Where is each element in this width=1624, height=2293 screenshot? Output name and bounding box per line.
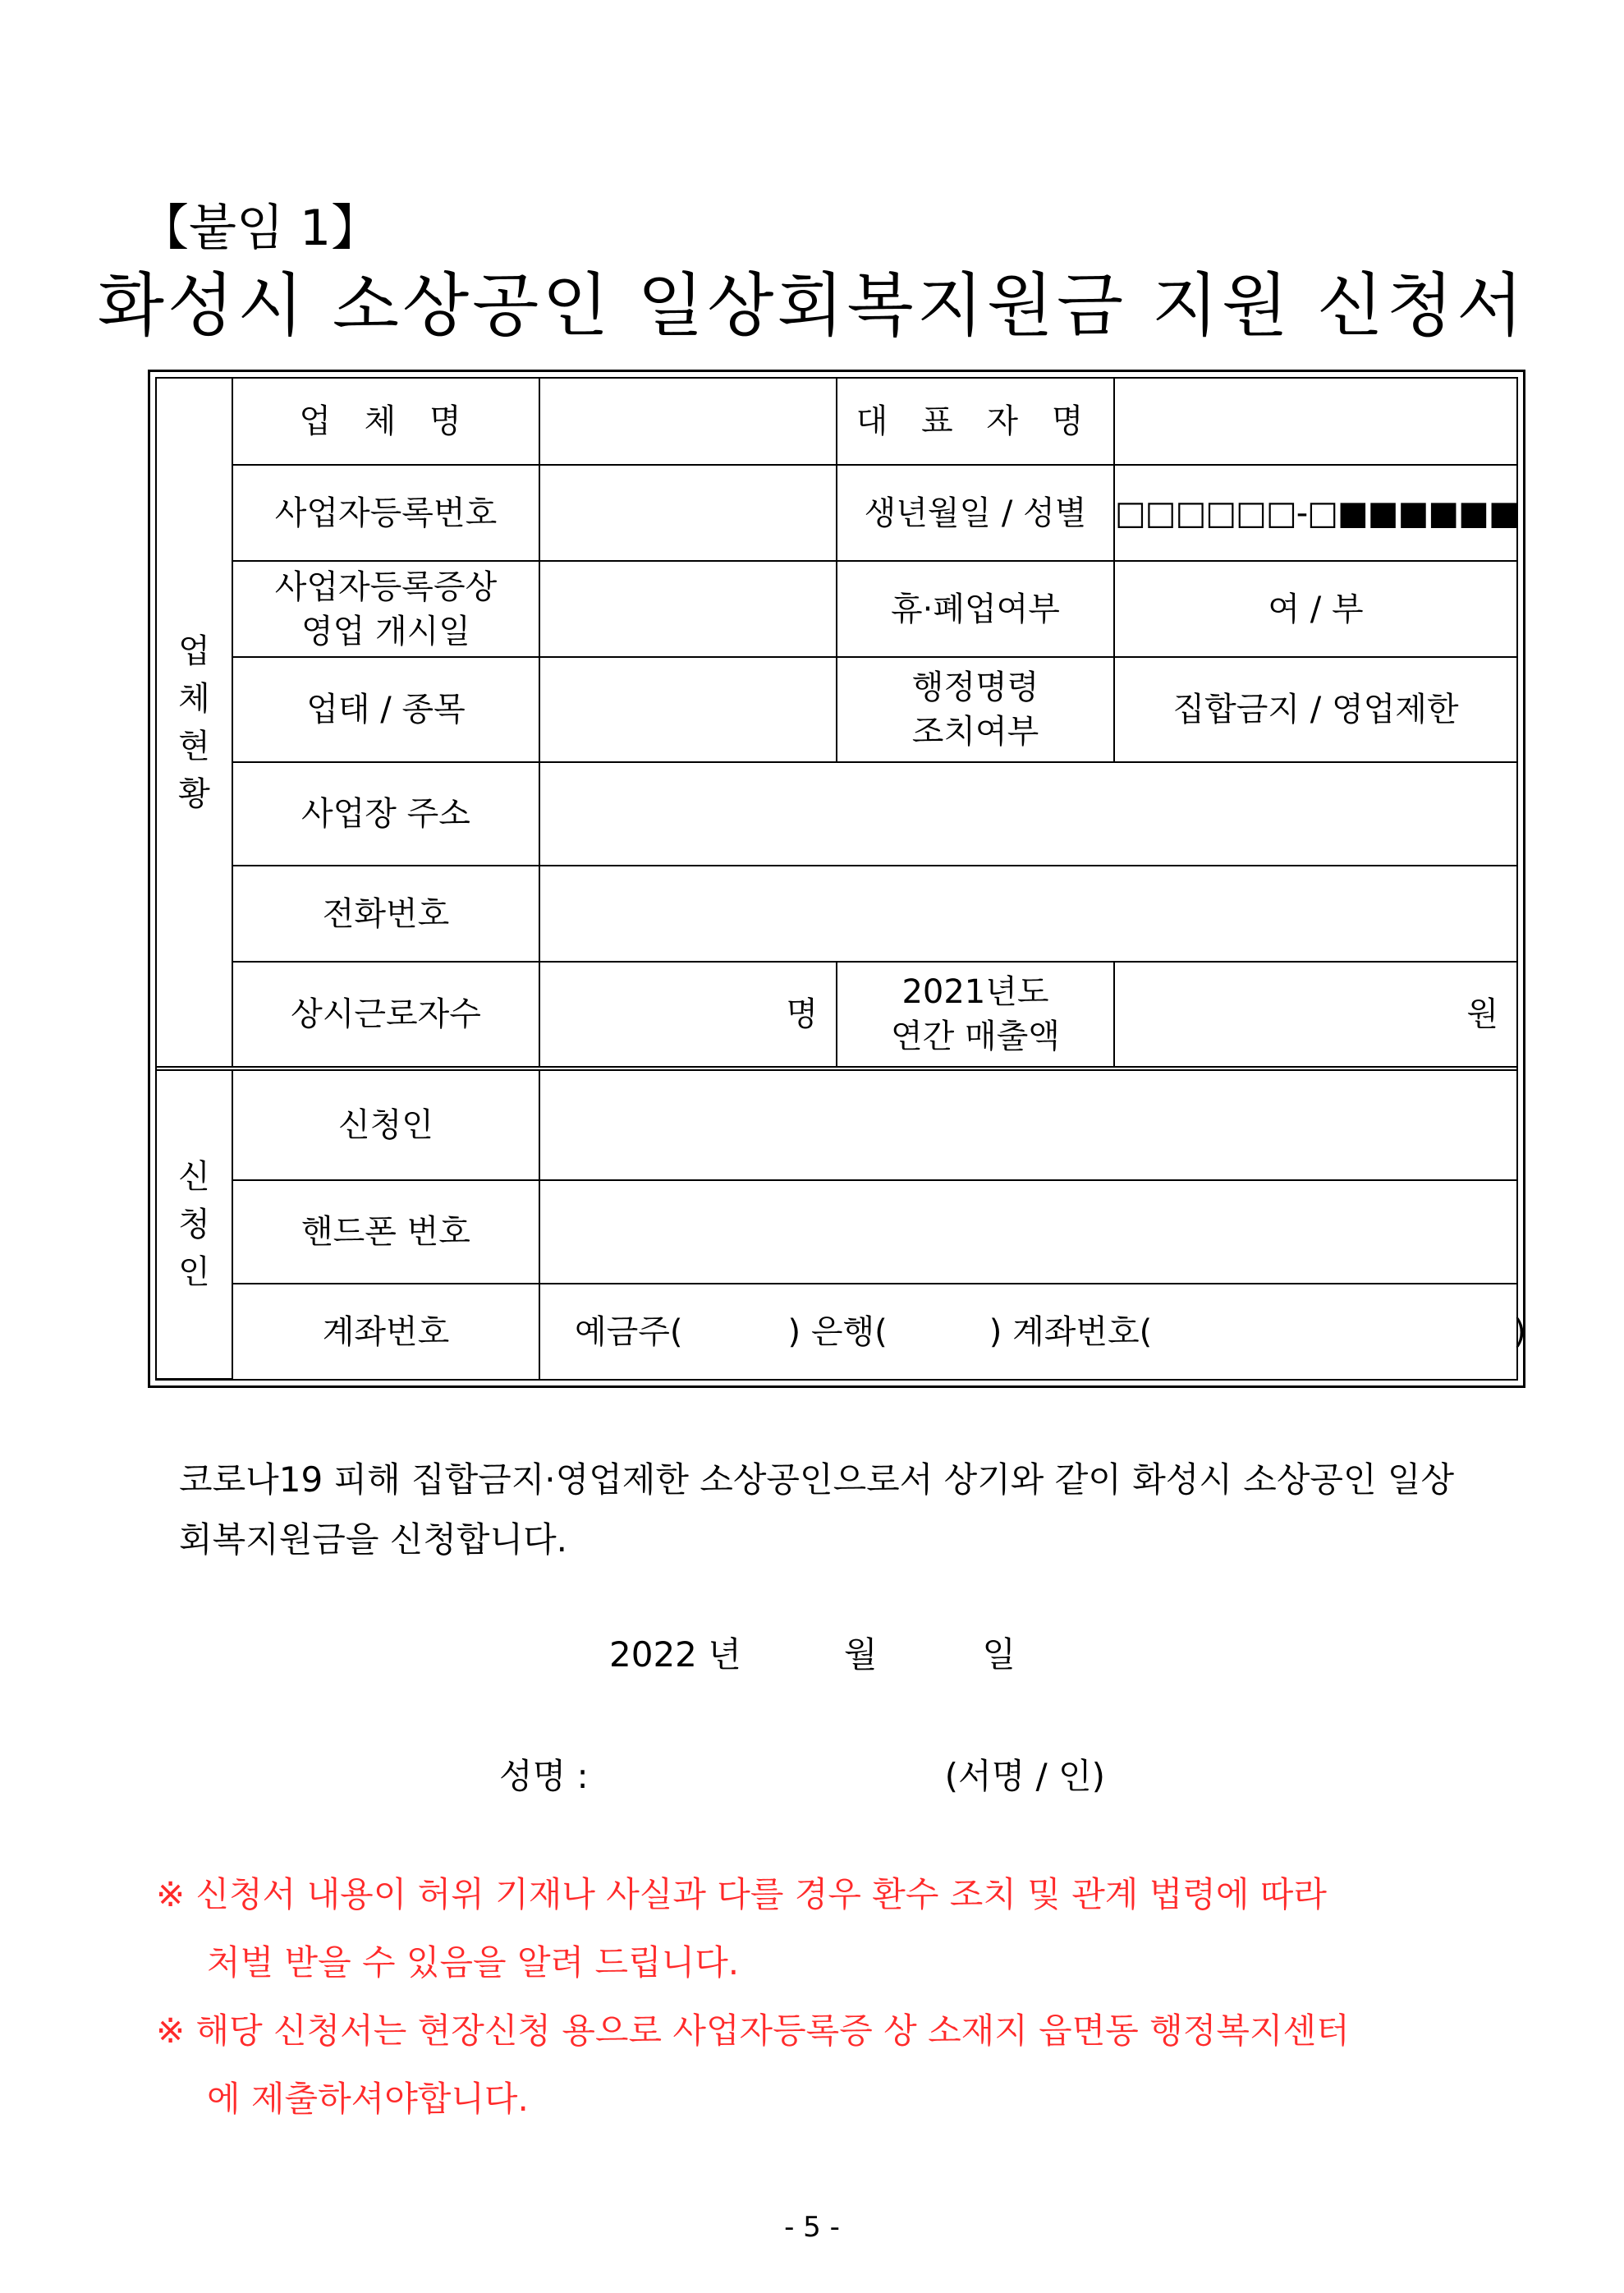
name-label: 성명 : bbox=[499, 1756, 589, 1796]
table-row bbox=[157, 465, 1516, 561]
table-row bbox=[157, 379, 1516, 465]
table-row bbox=[157, 657, 1516, 762]
table-row bbox=[157, 1284, 1516, 1379]
company-name-field[interactable] bbox=[539, 379, 837, 465]
phone-label: 전화번호 bbox=[232, 866, 539, 962]
applicant-label: 신청인 bbox=[232, 1068, 539, 1180]
date-line bbox=[609, 1628, 1016, 1677]
sign-label: (서명 / 인) bbox=[944, 1756, 1105, 1796]
account-bank-label: ) 은행( bbox=[787, 1312, 888, 1351]
open-date-label-line1: 사업자등록증상 bbox=[274, 568, 498, 606]
business-section-header: 업체현황 bbox=[157, 379, 232, 1068]
application-form bbox=[148, 370, 1525, 1388]
notice-2-line1: ※ 해당 신청서는 현장신청 용으로 사업자등록증 상 소재지 읍면동 행정복지센터 bbox=[156, 2010, 1350, 2051]
sales-label bbox=[837, 962, 1114, 1068]
address-field[interactable] bbox=[539, 762, 1516, 866]
table-row bbox=[157, 962, 1516, 1068]
admin-order-choice[interactable]: 집합금지 / 영업제한 bbox=[1114, 657, 1516, 762]
date-month-unit: 월 bbox=[843, 1634, 878, 1675]
account-holder-label: 예금주( bbox=[575, 1312, 683, 1351]
table-row bbox=[157, 866, 1516, 962]
account-label: 계좌번호 bbox=[232, 1284, 539, 1379]
sales-label-line1: 2021년도 bbox=[901, 973, 1049, 1011]
sales-field[interactable]: 원 bbox=[1114, 962, 1516, 1068]
representative-label: 대 표 자 명 bbox=[837, 379, 1114, 465]
signature-line bbox=[499, 1749, 1105, 1799]
notice-2-line2: 에 제출하셔야합니다. bbox=[207, 2079, 529, 2119]
open-date-label bbox=[232, 561, 539, 657]
table-row bbox=[157, 1068, 1516, 1180]
table-row bbox=[157, 1180, 1516, 1284]
applicant-section-header: 신청인 bbox=[157, 1068, 232, 1379]
representative-field[interactable] bbox=[1114, 379, 1516, 465]
page-title: 화성시 소상공인 일상회복지원금 지원 신청서 bbox=[97, 265, 1527, 346]
admin-order-label-line1: 행정명령 bbox=[911, 669, 1039, 706]
open-date-label-line2: 영업 개시일 bbox=[301, 612, 470, 650]
closure-label: 휴·폐업여부 bbox=[837, 561, 1114, 657]
open-date-field[interactable] bbox=[539, 561, 837, 657]
address-label: 사업장 주소 bbox=[232, 762, 539, 866]
registration-no-label: 사업자등록번호 bbox=[232, 465, 539, 561]
employees-label: 상시근로자수 bbox=[232, 962, 539, 1068]
account-number-label: ) 계좌번호( bbox=[989, 1312, 1153, 1351]
applicant-field[interactable] bbox=[539, 1068, 1516, 1180]
date-year: 2022 bbox=[609, 1634, 697, 1675]
notice-1-line2: 처벌 받을 수 있음을 알려 드립니다. bbox=[207, 1942, 740, 1983]
mobile-label: 핸드폰 번호 bbox=[232, 1180, 539, 1284]
declaration-text: 코로나19 피해 집합금지·영업제한 소상공인으로서 상기와 같이 화성시 소상공인 일상회복지원금을 신청합니다. bbox=[179, 1459, 1455, 1560]
employees-field[interactable]: 명 bbox=[539, 962, 837, 1068]
notice-1-line1: ※ 신청서 내용이 허위 기재나 사실과 다를 경우 환수 조치 및 관계 법령에 따라 bbox=[156, 1874, 1327, 1914]
account-close-paren: ) bbox=[1513, 1312, 1526, 1351]
closure-choice[interactable]: 여 / 부 bbox=[1114, 561, 1516, 657]
table-row bbox=[157, 561, 1516, 657]
birth-gender-boxes: □□□□□□-□■■■■■■ bbox=[1115, 494, 1519, 532]
mobile-field[interactable] bbox=[539, 1180, 1516, 1284]
date-year-unit: 년 bbox=[708, 1634, 741, 1675]
business-type-field[interactable] bbox=[539, 657, 837, 762]
birth-gender-field[interactable] bbox=[1114, 465, 1519, 561]
date-day-unit: 일 bbox=[982, 1634, 1016, 1675]
form-table bbox=[157, 379, 1526, 1380]
notice-block bbox=[156, 1860, 1519, 2133]
account-field[interactable] bbox=[539, 1284, 1526, 1379]
business-type-label: 업태 / 종목 bbox=[232, 657, 539, 762]
company-name-label: 업 체 명 bbox=[232, 379, 539, 465]
sales-label-line2: 연간 매출액 bbox=[891, 1018, 1060, 1055]
admin-order-label-line2: 조치여부 bbox=[911, 713, 1039, 751]
admin-order-label bbox=[837, 657, 1114, 762]
phone-field[interactable] bbox=[539, 866, 1516, 962]
attachment-label: 【붙임 1】 bbox=[140, 200, 381, 257]
birth-gender-label: 생년월일 / 성별 bbox=[837, 465, 1114, 561]
page-number: - 5 - bbox=[784, 2211, 840, 2244]
table-row bbox=[157, 762, 1516, 866]
registration-no-field[interactable] bbox=[539, 465, 837, 561]
